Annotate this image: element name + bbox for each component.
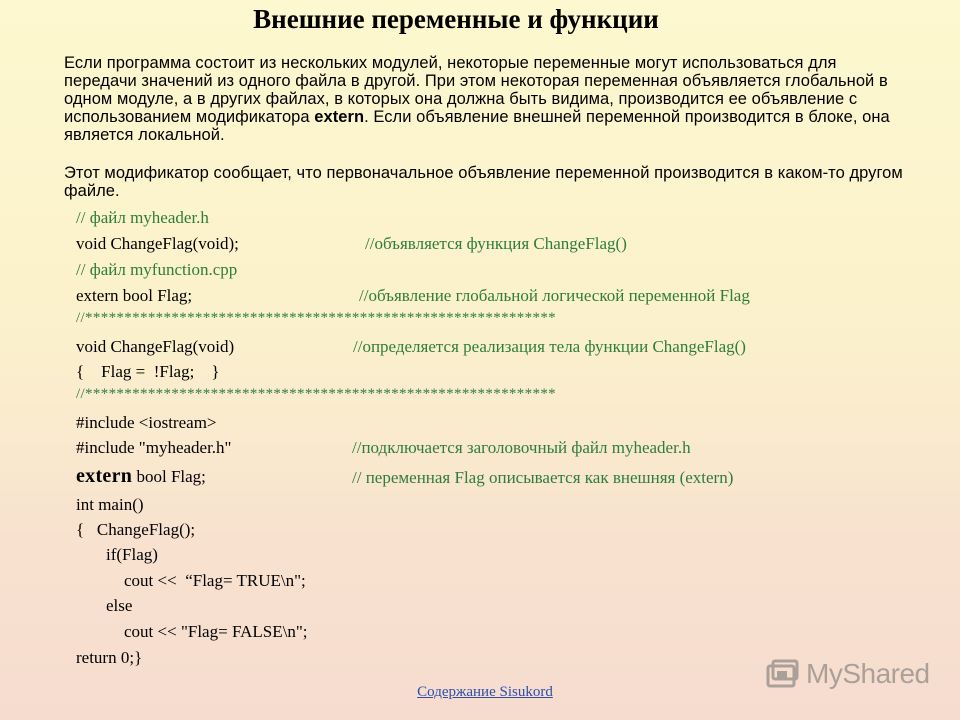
paragraph-intro: [64, 54, 909, 144]
code-if: if(Flag): [106, 545, 158, 564]
code-extern-keyword: extern: [76, 465, 133, 487]
paragraph-intro-end: . Если объявление внешней переменной производится в блоке, она является локальной.: [64, 108, 890, 144]
paragraph-intro-text: Если программа состоит из нескольких модулей, некоторые переменные могут использоваться для передачи значений из одного файла в другой. При этом некоторая переменная объявляется глобальной в одном модуле, а в других файлах, в которых она должна быть видима, производится ее объявление с использованием модификатора: [64, 54, 888, 126]
code-extern-flag: extern bool Flag;: [76, 286, 193, 305]
code-call-changeflag: { ChangeFlag();: [76, 520, 196, 539]
code-return: return 0;}: [76, 648, 143, 667]
code-function-body: { Flag = !Flag; }: [76, 362, 220, 381]
code-extern-declaration: [76, 465, 206, 487]
code-extern-rest: bool Flag;: [132, 467, 206, 486]
code-declaration-changeflag: void ChangeFlag(void);: [76, 234, 239, 253]
code-comment-function-file: // файл myfunction.cpp: [76, 260, 238, 279]
watermark-text: MyShared: [806, 658, 930, 689]
code-include-myheader: #include "myheader.h": [76, 438, 232, 457]
code-comment-extern-variable: // переменная Flag описывается как внешняя (extern): [352, 468, 734, 487]
code-comment-include-header: //подключается заголовочный файл myheader.h: [352, 438, 691, 457]
code-cout-false: cout << "Flag= FALSE\n";: [124, 622, 308, 641]
code-separator-1: //************************************************************: [76, 310, 557, 326]
code-main: int main(): [76, 495, 144, 514]
extern-keyword: extern: [314, 108, 365, 126]
code-comment-define-body: //определяется реализация тела функции ChangeFlag(): [353, 337, 746, 356]
code-comment-declare-function: //объявляется функция ChangeFlag(): [365, 234, 627, 253]
contents-link[interactable]: Содержание Sisukord: [417, 684, 553, 700]
code-else: else: [106, 596, 133, 615]
code-comment-global-variable: //объявление глобальной логической переменной Flag: [359, 286, 750, 305]
code-separator-2: //************************************************************: [76, 386, 557, 402]
code-include-iostream: #include <iostream>: [76, 413, 217, 432]
code-definition-changeflag: void ChangeFlag(void): [76, 337, 235, 356]
code-comment-header-file: // файл myheader.h: [76, 208, 209, 227]
page-title: Внешние переменные и функции: [253, 4, 659, 34]
code-cout-true: cout << “Flag= TRUE\n";: [124, 571, 306, 590]
paragraph-modifier: Этот модификатор сообщает, что первоначальное объявление переменной производится в каком-то другом файле.: [64, 164, 903, 200]
